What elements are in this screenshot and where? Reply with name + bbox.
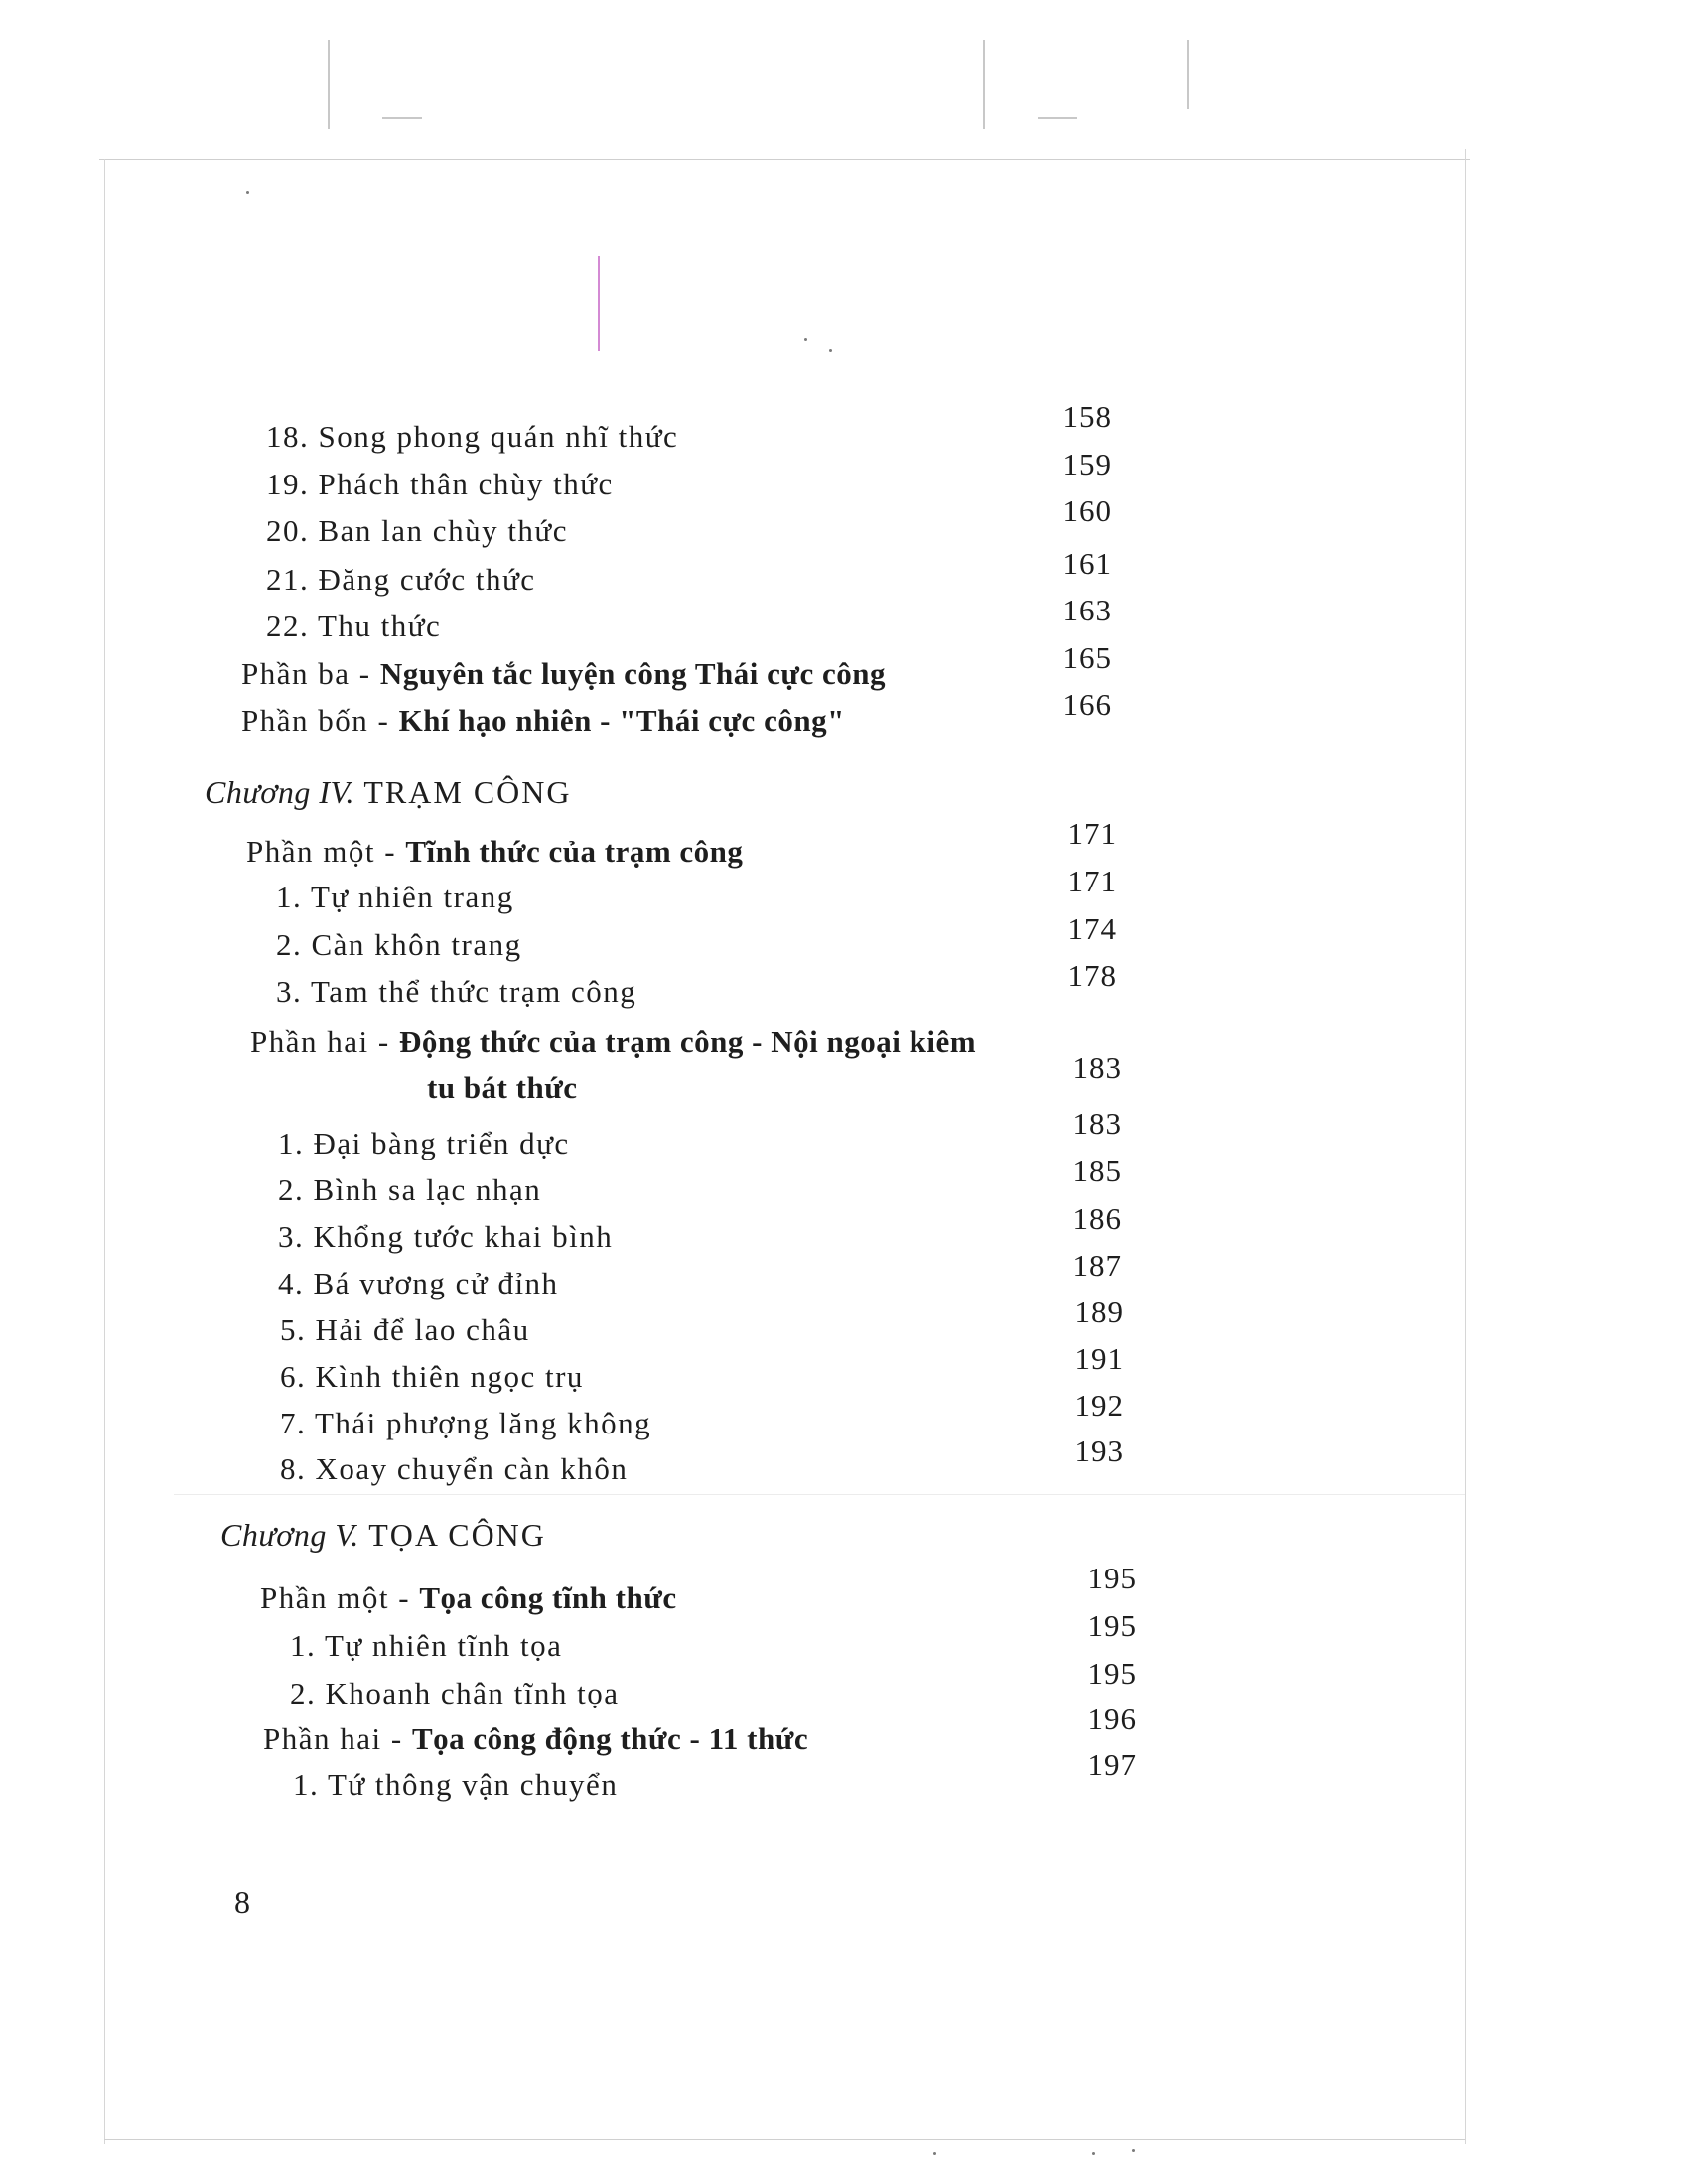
toc-entry: 8. Xoay chuyển càn khôn [280, 1451, 629, 1486]
toc-entry: 2. Càn khôn trang [276, 927, 522, 962]
toc-entry: Phần bốn - Khí hạo nhiên - "Thái cực công" [241, 703, 845, 738]
toc-entry: 22. Thu thức [266, 609, 442, 643]
toc-page-number: 166 [1062, 687, 1112, 722]
toc-page-number: 171 [1067, 864, 1117, 898]
toc-page-number: 192 [1074, 1388, 1124, 1423]
toc-page-number: 195 [1087, 1608, 1137, 1643]
toc-page-number: 159 [1062, 447, 1112, 481]
toc-page-number: 189 [1074, 1295, 1124, 1329]
toc-entry: 1. Đại bàng triển dực [278, 1126, 570, 1160]
toc-page-number: 174 [1067, 911, 1117, 946]
toc-page-number: 183 [1072, 1050, 1122, 1085]
toc-page-number: 161 [1062, 546, 1112, 581]
chapter-heading: Chương IV. TRẠM CÔNG [205, 774, 572, 810]
toc-entry: 3. Khổng tước khai bình [278, 1219, 614, 1254]
toc-page-number: 196 [1087, 1702, 1137, 1736]
toc-entry: 3. Tam thể thức trạm công [276, 974, 637, 1009]
toc-page-number: 193 [1074, 1433, 1124, 1468]
scan-speck [1092, 2152, 1095, 2155]
toc-page-number: 163 [1062, 593, 1112, 627]
toc-page-number: 178 [1067, 958, 1117, 993]
toc-entry: 20. Ban lan chùy thức [266, 513, 568, 548]
toc-entry: 5. Hải để lao châu [280, 1312, 530, 1347]
toc-page-number: 185 [1072, 1154, 1122, 1188]
toc-page-number: 195 [1087, 1561, 1137, 1595]
toc-entry: 1. Tứ thông vận chuyển [293, 1767, 619, 1802]
chapter-heading: Chương V. TỌA CÔNG [220, 1517, 546, 1553]
toc-entry: 2. Khoanh chân tĩnh tọa [290, 1676, 620, 1710]
toc-page-number: 191 [1074, 1341, 1124, 1376]
toc-entry: 1. Tự nhiên trang [276, 880, 514, 914]
toc-page-number: 158 [1062, 399, 1112, 434]
scan-speck [1132, 2149, 1135, 2152]
scan-speck [933, 2152, 936, 2155]
toc-page-number: 165 [1062, 640, 1112, 675]
toc-entry: Phần một - Tọa công tĩnh thức [260, 1580, 677, 1615]
toc-page-number: 195 [1087, 1656, 1137, 1691]
toc-page-number: 187 [1072, 1248, 1122, 1283]
toc-entry-continuation: tu bát thức [427, 1070, 578, 1105]
toc-entry: Phần một - Tĩnh thức của trạm công [246, 834, 744, 869]
toc-entry: 21. Đăng cước thức [266, 562, 536, 597]
toc-page-number: 186 [1072, 1201, 1122, 1236]
toc-entry: 19. Phách thân chùy thức [266, 467, 614, 501]
toc-page-number: 197 [1087, 1747, 1137, 1782]
toc-page-number: 171 [1067, 816, 1117, 851]
toc-page-number: 183 [1072, 1106, 1122, 1141]
toc-entry: 6. Kình thiên ngọc trụ [280, 1359, 584, 1394]
page-edge [104, 2139, 1465, 2140]
page-number: 8 [234, 1884, 250, 1920]
toc-entry: 4. Bá vương cử đỉnh [278, 1266, 559, 1300]
toc-entry: 1. Tự nhiên tĩnh tọa [290, 1628, 563, 1663]
toc-entry: 2. Bình sa lạc nhạn [278, 1172, 542, 1207]
toc-entry: Phần hai - Tọa công động thức - 11 thức [263, 1721, 809, 1756]
toc-entry: 7. Thái phượng lăng không [280, 1406, 652, 1440]
toc-page-number: 160 [1062, 493, 1112, 528]
toc-entry: 18. Song phong quán nhĩ thức [266, 419, 679, 454]
toc-entry: Phần ba - Nguyên tắc luyện công Thái cực công [241, 656, 886, 691]
toc-entry: Phần hai - Động thức của trạm công - Nội ngoại kiêm [250, 1024, 977, 1059]
